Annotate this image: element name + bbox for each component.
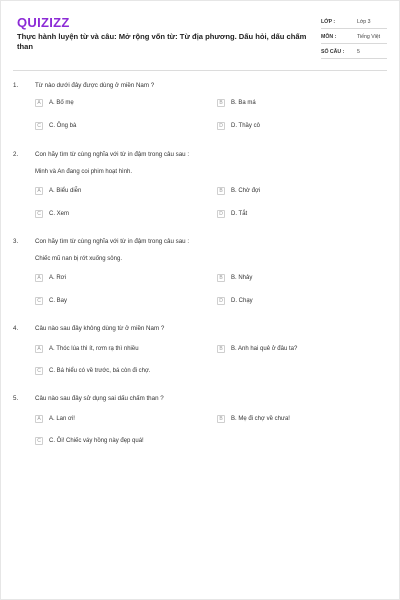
option-letter-box[interactable]: C bbox=[35, 210, 43, 218]
option-letter-box[interactable]: B bbox=[217, 415, 225, 423]
option-text: C. Xem bbox=[49, 211, 70, 217]
question-3 bbox=[13, 236, 389, 304]
question-number: 3. bbox=[13, 237, 19, 245]
question-text: Câu nào sau đây sử dụng sai dấu chấm than ? bbox=[35, 394, 164, 402]
option-text: C. Bay bbox=[49, 298, 68, 304]
option-text: A. Thóc lúa thì ít, rơm rạ thì nhiều bbox=[49, 346, 139, 352]
option-text: D. Thầy cô bbox=[231, 123, 260, 129]
option-d[interactable] bbox=[217, 297, 253, 305]
option-c[interactable] bbox=[35, 437, 144, 445]
header-divider bbox=[13, 70, 387, 71]
option-letter-box[interactable]: B bbox=[217, 345, 225, 353]
meta-subject: MÔN : Tiếng Việt bbox=[321, 30, 387, 44]
question-5 bbox=[13, 393, 389, 444]
option-text: A. Biểu diễn bbox=[49, 188, 82, 194]
option-a[interactable] bbox=[35, 99, 74, 107]
option-letter-box[interactable]: A bbox=[35, 99, 43, 107]
option-a[interactable] bbox=[35, 415, 75, 423]
option-text: D. Tắt bbox=[231, 211, 248, 217]
option-letter-box[interactable]: C bbox=[35, 122, 43, 130]
question-text: Con hãy tìm từ cùng nghĩa với từ in đậm trong câu sau : bbox=[35, 237, 190, 245]
question-text: Con hãy tìm từ cùng nghĩa với từ in đậm trong câu sau : bbox=[35, 150, 190, 158]
option-c[interactable] bbox=[35, 210, 69, 218]
option-text: A. Lan ơi! bbox=[49, 416, 75, 422]
option-text: B. Nhảy bbox=[231, 275, 253, 281]
question-text: Từ nào dưới đây được dùng ở miền Nam ? bbox=[35, 81, 155, 89]
question-1 bbox=[13, 80, 389, 129]
option-b[interactable] bbox=[217, 345, 297, 353]
option-letter-box[interactable]: B bbox=[217, 99, 225, 107]
option-a[interactable] bbox=[35, 187, 81, 195]
option-text: B. Ba má bbox=[231, 100, 256, 106]
question-number: 5. bbox=[13, 394, 19, 402]
option-letter-box[interactable]: C bbox=[35, 367, 43, 375]
worksheet-title: Thực hành luyện từ và câu: Mở rộng vốn từ: Từ địa phương. Dấu hỏi, dấu chấm than bbox=[17, 32, 307, 51]
option-letter-box[interactable]: A bbox=[35, 187, 43, 195]
option-letter-box[interactable]: B bbox=[217, 274, 225, 282]
option-b[interactable] bbox=[217, 99, 256, 107]
question-sentence: Minh và An đang coi phim hoạt hình. bbox=[35, 169, 133, 175]
option-text: B. Chờ đợi bbox=[231, 188, 261, 194]
question-sentence: Chiếc mũ nan bị rớt xuống sông. bbox=[35, 256, 122, 262]
option-text: A. Rơi bbox=[49, 275, 66, 281]
question-number: 1. bbox=[13, 81, 19, 89]
option-b[interactable] bbox=[217, 187, 260, 195]
option-a[interactable] bbox=[35, 274, 66, 282]
option-letter-box[interactable]: D bbox=[217, 297, 225, 305]
option-letter-box[interactable]: C bbox=[35, 437, 43, 445]
question-number: 4. bbox=[13, 324, 19, 332]
option-text: C. Bá hiểu có về trước, bá còn đi chợ. bbox=[49, 368, 151, 374]
question-2 bbox=[13, 149, 389, 217]
option-letter-box[interactable]: A bbox=[35, 345, 43, 353]
option-b[interactable] bbox=[217, 274, 252, 282]
option-text: B. Anh hai quê ở đâu ta? bbox=[231, 346, 298, 352]
worksheet-meta bbox=[321, 15, 387, 60]
option-text: A. Bố mẹ bbox=[49, 100, 74, 106]
option-b[interactable] bbox=[217, 415, 290, 423]
question-number: 2. bbox=[13, 150, 19, 158]
option-letter-box[interactable]: D bbox=[217, 122, 225, 130]
option-letter-box[interactable]: D bbox=[217, 210, 225, 218]
option-c[interactable] bbox=[35, 297, 67, 305]
option-d[interactable] bbox=[217, 210, 247, 218]
question-text: Câu nào sau đây không dùng từ ở miền Nam ? bbox=[35, 324, 165, 332]
option-letter-box[interactable]: C bbox=[35, 297, 43, 305]
option-letter-box[interactable]: A bbox=[35, 415, 43, 423]
option-text: B. Mẹ đi chợ về chưa! bbox=[231, 416, 290, 422]
option-text: D. Chạy bbox=[231, 298, 253, 304]
option-text: C. Ông bà bbox=[49, 123, 77, 129]
option-letter-box[interactable]: B bbox=[217, 187, 225, 195]
question-4 bbox=[13, 323, 389, 374]
option-letter-box[interactable]: A bbox=[35, 274, 43, 282]
option-a[interactable] bbox=[35, 345, 139, 353]
meta-question-count: SỐ CÂU : 5 bbox=[321, 45, 387, 59]
quizizz-logo: QUIZIZZ bbox=[17, 15, 70, 30]
meta-grade: LỚP : Lớp 3 bbox=[321, 15, 387, 29]
option-text: C. Ôi! Chiếc váy hồng này đẹp quá! bbox=[49, 438, 144, 444]
option-d[interactable] bbox=[217, 122, 260, 130]
option-c[interactable] bbox=[35, 367, 151, 375]
option-c[interactable] bbox=[35, 122, 76, 130]
